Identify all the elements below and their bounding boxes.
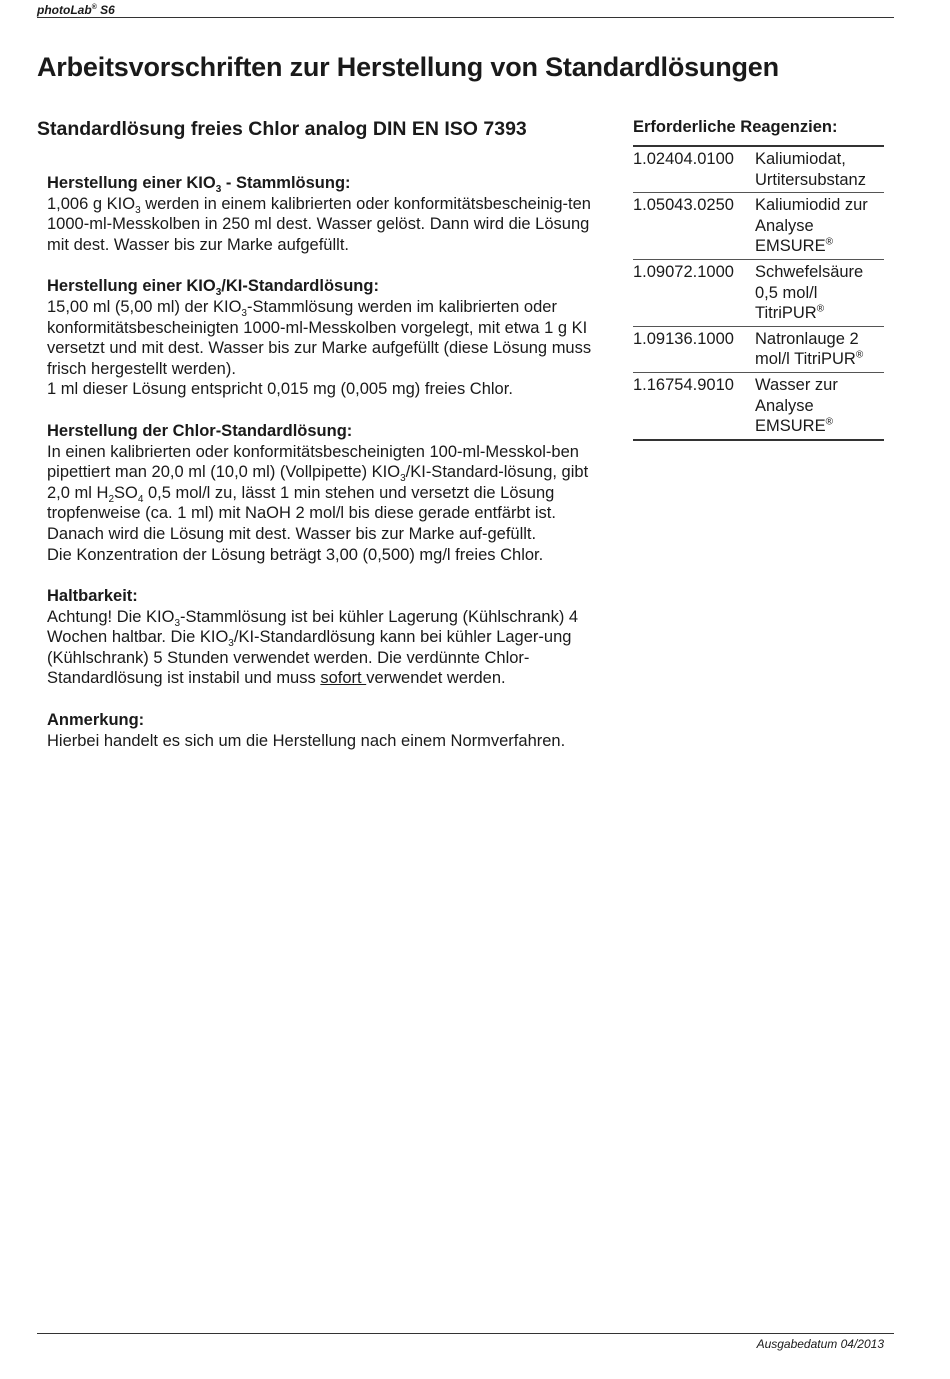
reagent-name: Wasser zur Analyse EMSURE® [755,372,884,439]
table-row [633,326,884,372]
header-rule [37,17,894,18]
haltbarkeit-section [47,586,607,689]
reagent-number: 1.16754.9010 [633,372,755,439]
brand-model: S6 [96,3,115,17]
reagents-table [633,147,884,441]
reagent-number: 1.09072.1000 [633,259,755,326]
footer-rule [37,1333,894,1334]
kio3-ki-standard-section [47,276,607,400]
reagent-name: Natronlauge 2 mol/l TitriPUR® [755,326,884,372]
reagent-name: Kaliumiodid zur Analyse EMSURE® [755,193,884,260]
page-title: Arbeitsvorschriften zur Herstellung von Standardlösungen [37,52,779,82]
reagent-number: 1.02404.0100 [633,147,755,193]
kio3-stock-text: 1,006 g $KIO_3$ werden in einem kalibrierten oder konformitätsbescheinig-ten 1000-ml-Messkolben in 250 ml dest. Wasser gelöst. Dann wird die Lösung mit dest. Wasser bis zur Marke aufgefüllt. [47,194,591,254]
kio3-stock-section [47,173,607,255]
brand-registered-mark: ® [91,4,97,11]
reagents-sidebar [633,118,884,441]
kio3-stock-heading: Herstellung einer $KIO_3$ - Stammlösung: [47,174,351,195]
chlor-standard-text: In einen kalibrierten oder konformitätsbescheinigten 100-ml-Messkol-ben pipettiert man 20,0 ml (10,0 ml) (Vollpipette) $KIO_3/KI-Standard$-lösung, gibt 2,0 ml $H_2SO_4$ 0,5 mol/l zu, lässt 1 min stehen und versetzt die Lösung tropfenweise (ca. 1 ml) mit NaOH 2 mol/l bis diese gerade entfärbt ist. Danach wird die Lösung mit dest. Wasser bis zur Marke auf-gefüllt. [47,442,589,543]
anmerkung-section [47,710,607,751]
section-title: Standardlösung freies Chlor analog DIN EN ISO 7393 [37,118,527,140]
reagent-number: 1.05043.0250 [633,193,755,260]
chlor-standard-concentration: Die Konzentration der Lösung beträgt 3,00 (0,500) mg/l freies Chlor. [47,545,544,564]
table-row [633,372,884,439]
header-brand [37,3,115,17]
reagent-name: Kaliumiodat, Urtitersubstanz [755,147,884,193]
brand-name: photoLab [37,3,92,17]
reagent-name: Schwefelsäure 0,5 mol/l TitriPUR® [755,259,884,326]
table-row [633,147,884,193]
reagent-number: 1.09136.1000 [633,326,755,372]
kio3-ki-standard-equivalence: 1 ml dieser Lösung entspricht 0,015 mg (0,005 mg) freies Chlor. [47,380,513,399]
kio3-ki-standard-heading: Herstellung einer $KIO_3/KI$-Standardlösung: [47,277,379,299]
anmerkung-heading: Anmerkung: [47,711,145,730]
kio3-ki-standard-text: 15,00 ml (5,00 ml) der $KIO_3$-Stammlösung werden im kalibrierten oder konformitätsbescheinigten 1000-ml-Messkolben vorgelegt, mit etwa 1 g KI versetzt und mit dest. Wasser bis zur Marke aufgefüllt (diese Lösung muss frisch hergestellt werden). [47,297,592,378]
emphasis-sofort: sofort [320,669,367,688]
reagents-heading: Erforderliche Reagenzien: [633,118,884,147]
haltbarkeit-heading: Haltbarkeit: [47,587,138,606]
table-row [633,259,884,326]
haltbarkeit-text: Achtung! Die $KIO_3$-Stammlösung ist bei kühler Lagerung (Kühlschrank) 4 Wochen haltbar. Die $KIO_3/KI$-Standardlösung kann bei kühler Lager-ung (Kühlschrank) 5 Stunden verwendet werden. Die verdünnte Chlor-Standardlösung ist instabil und muss sofort verwendet werden. [47,607,579,688]
table-row [633,193,884,260]
chlor-standard-heading: Herstellung der Chlor-Standardlösung: [47,421,353,440]
footer-date: Ausgabedatum 04/2013 [756,1337,884,1351]
chlor-standard-section [47,421,607,565]
main-content [47,173,607,751]
anmerkung-text: Hierbei handelt es sich um die Herstellung nach einem Normverfahren. [47,731,566,750]
